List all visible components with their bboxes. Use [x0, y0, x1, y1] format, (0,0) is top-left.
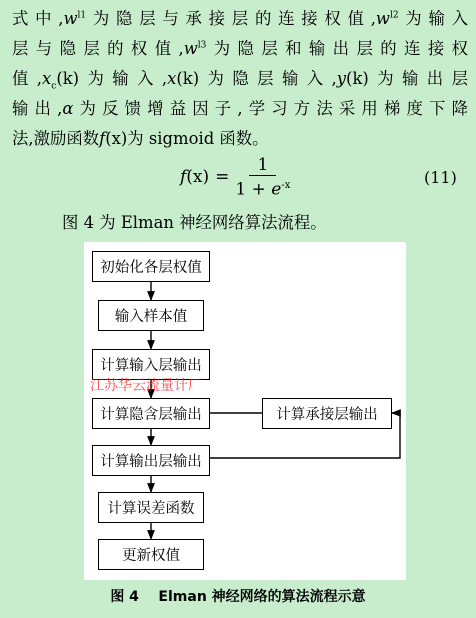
- paragraph-line-3: 值$,x_c(k)$为输入,x(k)为隐层输入,y(k)为输出层: [12, 69, 469, 92]
- equation-number: (11): [424, 168, 457, 187]
- box-calc-hidden-layer: 计算隐含层输出: [92, 398, 210, 429]
- figure-caption: 图 4 Elman 神经网络的算法流程示意: [110, 589, 366, 605]
- sigmoid-equation: [180, 156, 290, 198]
- paragraph-line-1: 式中$,w^{l1}$为隐层与承接层的连接权值$,w^{l2}$为输入: [12, 9, 468, 28]
- paragraph-line-2: 层与隐层的权值$,w^{l3}$为隐层和输出层的连接权: [12, 39, 469, 58]
- box-calc-context-layer: 计算承接层输出: [262, 398, 392, 429]
- equation-equals: =: [215, 167, 230, 187]
- equation-numerator: 1: [249, 155, 276, 176]
- box-update-weights: 更新权值: [98, 539, 204, 570]
- box-calc-output-layer: 计算输出层输出: [92, 445, 210, 476]
- watermark-text: 江苏华云流量计厂: [90, 378, 202, 394]
- paragraph-line-5: 法,激励函数f(x)为 sigmoid 函数。: [12, 129, 269, 148]
- equation-fraction: [235, 155, 290, 200]
- equation-denominator: $1 + e^{-x}$: [235, 179, 291, 200]
- figure-intro-text: 图 4 为 Elman 神经网络算法流程。: [62, 213, 327, 232]
- equation-lhs-arg: (x): [186, 167, 210, 187]
- box-input-samples: 输入样本值: [98, 300, 204, 331]
- box-calc-input-layer: 计算输入层输出: [92, 349, 210, 380]
- equation-lhs-f: f: [180, 167, 187, 187]
- elman-flowchart: [84, 242, 406, 580]
- paragraph-line-4: 输出,α为反馈增益因子,学习方法采用梯度下降: [12, 99, 468, 118]
- body-paragraph: [12, 4, 468, 154]
- box-init-weights: 初始化各层权值: [92, 251, 210, 282]
- box-calc-error: 计算误差函数: [98, 492, 204, 523]
